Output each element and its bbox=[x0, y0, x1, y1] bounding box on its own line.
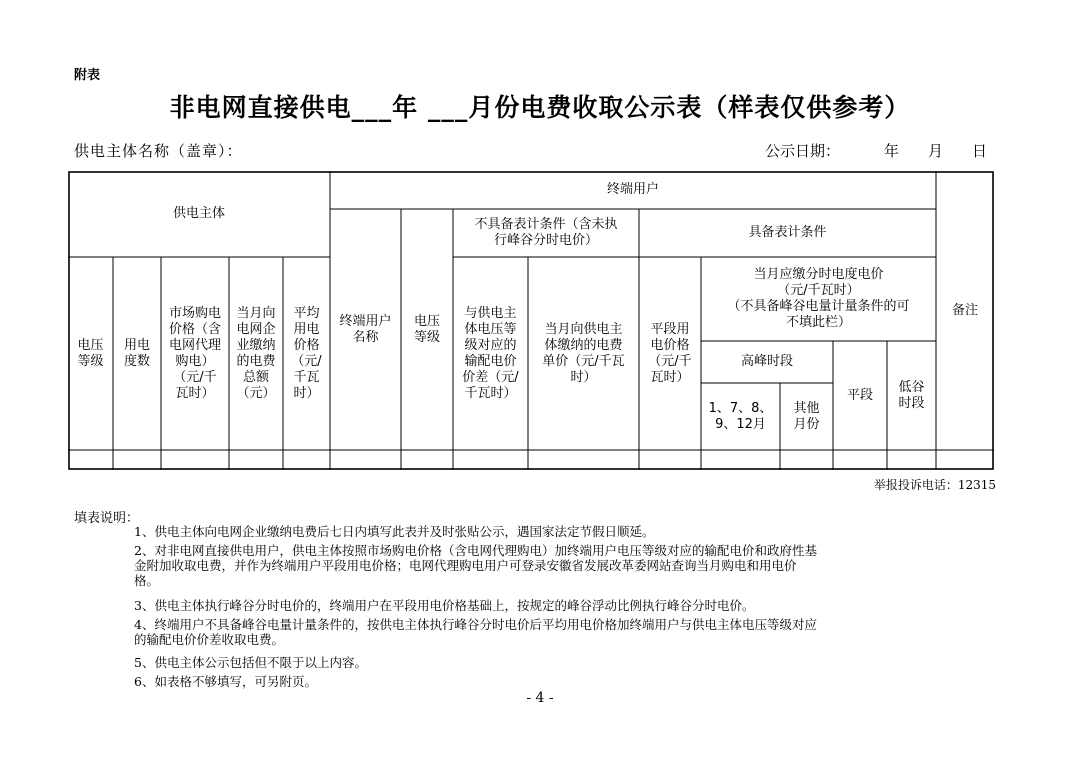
header-valley: 低谷 时段 bbox=[898, 379, 925, 411]
header-flat: 平段 bbox=[846, 387, 873, 403]
header-consumption: 用电 度数 bbox=[123, 337, 150, 369]
note-item: 6、如表格不够填写，可另附页。 bbox=[134, 674, 317, 689]
report-phone: 举报投诉电话：12315 bbox=[873, 478, 996, 492]
header-market-price: 市场购电 价格（含 电网代理 购电） （元/千 瓦时） bbox=[168, 305, 221, 401]
date-fields bbox=[884, 140, 1016, 161]
header-flat-price: 平段用 电价格 （元/千 瓦时） bbox=[648, 321, 692, 385]
header-peak-other: 其他 月份 bbox=[793, 400, 820, 432]
header-monthly-payment: 当月向 电网企 业缴纳 的电费 总额 （元） bbox=[236, 305, 276, 401]
header-tou-price: 当月应缴分时电度电价 （元/千瓦时） （不具备峰谷电量计量条件的可 不填此栏） bbox=[727, 267, 910, 330]
header-price-diff: 与供电主 体电压等 级对应的 输配电价 价差（元/ 千瓦时） bbox=[462, 305, 519, 401]
page-title: 非电网直接供电___年 ___月份电费收取公示表（样表仅供参考） bbox=[169, 93, 911, 122]
header-end-user: 终端用户 bbox=[606, 182, 659, 197]
header-peak-months: 1、7、8、 9、12月 bbox=[708, 400, 773, 432]
day-label: 日 bbox=[972, 142, 988, 160]
note-item: 3、供电主体执行峰谷分时电价的，终端用户在平段用电价格基础上，按规定的峰谷浮动比例执行峰谷分时电价。 bbox=[134, 598, 755, 613]
header-peak: 高峰时段 bbox=[740, 354, 793, 369]
header-end-user-voltage: 电压 等级 bbox=[413, 313, 440, 345]
header-remarks: 备注 bbox=[951, 302, 978, 318]
fee-table bbox=[68, 171, 994, 470]
header-no-meter-condition: 不具备表计条件（含未执 行峰谷分时电价） bbox=[474, 217, 618, 248]
publish-date-label: 公示日期： bbox=[765, 142, 841, 160]
notes-title: 填表说明： bbox=[74, 511, 140, 526]
header-unit-price: 当月向供电主 体缴纳的电费 单价（元/千瓦 时） bbox=[542, 321, 625, 385]
header-voltage-level: 电压 等级 bbox=[77, 337, 104, 369]
note-item: 4、终端用户不具备峰谷电量计量条件的，按供电主体执行峰谷分时电价后平均用电价格加终端用户与供电主体电压等级对应 的输配电价价差收取电费。 bbox=[134, 617, 817, 647]
year-label: 年 bbox=[884, 142, 900, 160]
header-avg-price: 平均 用电 价格 （元/ 千瓦 时） bbox=[291, 305, 322, 401]
header-end-user-name: 终端用户 名称 bbox=[339, 313, 392, 345]
header-meter-condition: 具备表计条件 bbox=[748, 225, 827, 240]
month-label: 月 bbox=[928, 142, 944, 160]
page-number: - 4 - bbox=[526, 690, 554, 706]
annex-label: 附表 bbox=[74, 68, 101, 83]
org-name-label: 供电主体名称（盖章）： bbox=[74, 142, 243, 160]
note-item: 2、对非电网直接供电用户，供电主体按照市场购电价格（含电网代理购电）加终端用户电压等级对应的输配电价和政府性基 金附加收取电费，并作为终端用户平段用电价格；电网代理购电用户可登录安徽省发展改革委网站查询当月购电和用电价 格。 bbox=[134, 543, 817, 588]
header-supplier: 供电主体 bbox=[172, 206, 225, 221]
note-item: 5、供电主体公示包括但不限于以上内容。 bbox=[134, 655, 367, 670]
note-item: 1、供电主体向电网企业缴纳电费后七日内填写此表并及时张贴公示，遇国家法定节假日顺延。 bbox=[134, 524, 655, 539]
